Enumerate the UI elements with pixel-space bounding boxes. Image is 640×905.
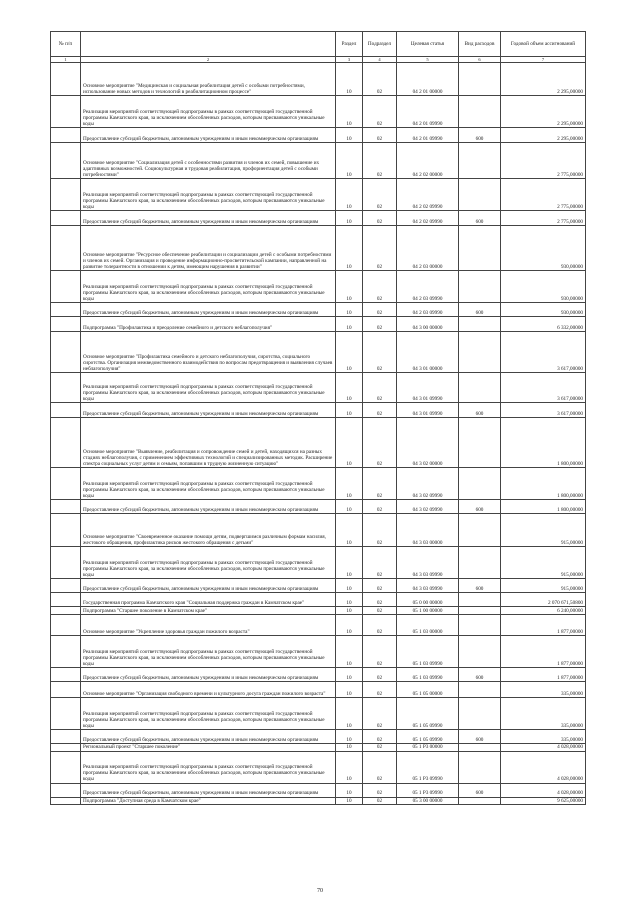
row-target-article: 05 1 05 09990 <box>397 698 459 730</box>
row-section: 10 <box>336 226 363 271</box>
table-row <box>51 143 586 179</box>
row-expense-type <box>459 682 501 698</box>
row-number-cell <box>51 211 81 226</box>
row-section: 10 <box>336 403 363 418</box>
row-amount: 4 028,00000 <box>501 751 586 783</box>
row-subsection: 02 <box>363 744 397 751</box>
row-subsection: 02 <box>363 317 397 332</box>
row-expense-type <box>459 373 501 403</box>
row-name: Основное мероприятие "Выявление, реабилитация и сопровождение семей и детей, находящихся на разных стадиях неблагополучия, с применением эффективных технологий и специализированных методик. Расширение спектра социальных услуг детям и семьям, попавшим в трудную жизненную ситуацию" <box>81 418 336 468</box>
row-target-article: 05 1 03 09990 <box>397 636 459 668</box>
row-subsection: 02 <box>363 514 397 547</box>
row-name: Основное мероприятие "Организация свободного времени и культурного досуга граждан пожилого возраста" <box>81 682 336 698</box>
row-number-cell <box>51 751 81 783</box>
table-row <box>51 744 586 751</box>
row-number-cell <box>51 607 81 615</box>
row-target-article: 04 2 02 09990 <box>397 211 459 226</box>
row-subsection: 02 <box>363 500 397 514</box>
row-amount: 6 332,00000 <box>501 317 586 332</box>
row-amount: 4 028,00000 <box>501 744 586 751</box>
row-section: 10 <box>336 751 363 783</box>
row-expense-type <box>459 271 501 303</box>
row-number-cell <box>51 579 81 593</box>
row-expense-type <box>459 547 501 579</box>
row-amount: 3 617,00000 <box>501 373 586 403</box>
table-row <box>51 514 586 547</box>
row-name: Реализация мероприятий соответствующей подпрограммы в рамках соответствующей государственной программы Камчатского края, за исключением обособленных расходов, которым присваиваются уникальные коды <box>81 468 336 500</box>
row-amount: 2 775,00000 <box>501 179 586 211</box>
row-expense-type: 600 <box>459 783 501 797</box>
row-expense-type: 600 <box>459 500 501 514</box>
budget-table <box>50 31 586 805</box>
header-name <box>81 32 336 57</box>
row-expense-type <box>459 96 501 128</box>
row-number-cell <box>51 698 81 730</box>
row-section: 10 <box>336 317 363 332</box>
row-number-cell <box>51 468 81 500</box>
table-header <box>51 32 586 57</box>
table-row <box>51 682 586 698</box>
row-number-cell <box>51 797 81 804</box>
row-amount: 3 617,00000 <box>501 332 586 373</box>
row-target-article: 05 0 00 00000 <box>397 593 459 607</box>
row-target-article: 04 3 01 09990 <box>397 403 459 418</box>
row-section: 10 <box>336 514 363 547</box>
row-number-cell <box>51 682 81 698</box>
row-section: 10 <box>336 63 363 96</box>
row-subsection: 02 <box>363 668 397 682</box>
table-row <box>51 226 586 271</box>
row-target-article: 05 1 P3 00000 <box>397 744 459 751</box>
row-name: Предоставление субсидий бюджетным, автономным учреждениям и иным некоммерческим организациям <box>81 783 336 797</box>
row-subsection: 02 <box>363 593 397 607</box>
row-target-article: 04 3 01 00000 <box>397 332 459 373</box>
row-expense-type <box>459 607 501 615</box>
row-expense-type: 600 <box>459 579 501 593</box>
row-subsection: 02 <box>363 607 397 615</box>
row-number-cell <box>51 730 81 744</box>
row-section: 10 <box>336 730 363 744</box>
row-subsection: 02 <box>363 96 397 128</box>
row-section: 10 <box>336 636 363 668</box>
row-target-article: 04 2 02 09990 <box>397 179 459 211</box>
row-subsection: 02 <box>363 373 397 403</box>
row-number-cell <box>51 63 81 96</box>
row-expense-type: 600 <box>459 668 501 682</box>
row-expense-type <box>459 317 501 332</box>
row-target-article: 04 3 00 00000 <box>397 317 459 332</box>
row-subsection: 02 <box>363 636 397 668</box>
row-name: Основное мероприятие "Медицинская и социальная реабилитация детей с особыми потребностями, использование новых методов и технологий в реабилитационном процессе" <box>81 63 336 96</box>
row-target-article: 04 3 02 09990 <box>397 468 459 500</box>
row-name: Реализация мероприятий соответствующей подпрограммы в рамках соответствующей государственной программы Камчатского края, за исключением обособленных расходов, которым присваиваются уникальные коды <box>81 751 336 783</box>
row-section: 10 <box>336 211 363 226</box>
row-amount: 915,00000 <box>501 514 586 547</box>
row-section: 10 <box>336 615 363 636</box>
header-number: № п/п <box>51 32 81 57</box>
row-number-cell <box>51 783 81 797</box>
row-amount: 930,00000 <box>501 226 586 271</box>
row-name: Основное мероприятие "Социализация детей с особенностями развития и членов их семей, повышение их адаптивных возможностей. Социокультурная и трудовая реабилитация, профориентация детей с особыми потребностями" <box>81 143 336 179</box>
row-name: Реализация мероприятий соответствующей подпрограммы в рамках соответствующей государственной программы Камчатского края, за исключением обособленных расходов, которым присваиваются уникальные коды <box>81 698 336 730</box>
row-subsection: 02 <box>363 615 397 636</box>
row-section: 10 <box>336 128 363 143</box>
row-subsection: 02 <box>363 797 397 804</box>
row-subsection: 02 <box>363 468 397 500</box>
row-name: Предоставление субсидий бюджетным, автономным учреждениям и иным некоммерческим организациям <box>81 579 336 593</box>
row-section: 10 <box>336 143 363 179</box>
row-expense-type <box>459 744 501 751</box>
row-name: Реализация мероприятий соответствующей подпрограммы в рамках соответствующей государственной программы Камчатского края, за исключением обособленных расходов, которым присваиваются уникальные коды <box>81 373 336 403</box>
row-amount: 1 800,00000 <box>501 468 586 500</box>
row-subsection: 02 <box>363 682 397 698</box>
column-number: 3 <box>336 57 363 63</box>
row-target-article: 04 3 03 09990 <box>397 547 459 579</box>
row-subsection: 02 <box>363 271 397 303</box>
row-subsection: 02 <box>363 211 397 226</box>
row-amount: 4 028,00000 <box>501 783 586 797</box>
row-subsection: 02 <box>363 730 397 744</box>
row-name: Предоставление субсидий бюджетным, автономным учреждениям и иным некоммерческим организациям <box>81 500 336 514</box>
row-number-cell <box>51 744 81 751</box>
row-expense-type: 600 <box>459 211 501 226</box>
row-subsection: 02 <box>363 547 397 579</box>
row-amount: 6 240,00000 <box>501 607 586 615</box>
row-section: 10 <box>336 332 363 373</box>
row-number-cell <box>51 514 81 547</box>
row-subsection: 02 <box>363 783 397 797</box>
row-name: Подпрограмма "Старшее поколение в Камчатском крае" <box>81 607 336 615</box>
row-name: Подпрограмма "Доступная среда в Камчатском крае" <box>81 797 336 804</box>
row-section: 10 <box>336 179 363 211</box>
row-subsection: 02 <box>363 226 397 271</box>
row-amount: 9 625,00000 <box>501 797 586 804</box>
row-target-article: 04 3 02 00000 <box>397 418 459 468</box>
row-target-article: 04 2 03 09990 <box>397 303 459 317</box>
table-row <box>51 96 586 128</box>
row-amount: 1 877,00000 <box>501 668 586 682</box>
row-expense-type <box>459 514 501 547</box>
row-target-article: 05 1 05 09990 <box>397 730 459 744</box>
row-number-cell <box>51 593 81 607</box>
row-number-cell <box>51 547 81 579</box>
row-name: Реализация мероприятий соответствующей подпрограммы в рамках соответствующей государственной программы Камчатского края, за исключением обособленных расходов, которым присваиваются уникальные коды <box>81 96 336 128</box>
row-expense-type <box>459 179 501 211</box>
row-expense-type <box>459 593 501 607</box>
table-row <box>51 797 586 804</box>
row-target-article: 05 1 05 00000 <box>397 682 459 698</box>
row-expense-type: 600 <box>459 303 501 317</box>
row-target-article: 04 2 03 00000 <box>397 226 459 271</box>
row-expense-type <box>459 418 501 468</box>
table-row <box>51 332 586 373</box>
row-target-article: 04 2 01 00000 <box>397 63 459 96</box>
table-row <box>51 751 586 783</box>
row-subsection: 02 <box>363 418 397 468</box>
row-subsection: 02 <box>363 579 397 593</box>
row-target-article: 04 2 02 00000 <box>397 143 459 179</box>
column-number: 6 <box>459 57 501 63</box>
row-section: 10 <box>336 744 363 751</box>
row-target-article: 05 1 03 09990 <box>397 668 459 682</box>
row-name: Предоставление субсидий бюджетным, автономным учреждениям и иным некоммерческим организациям <box>81 668 336 682</box>
table-row <box>51 593 586 607</box>
row-number-cell <box>51 128 81 143</box>
row-number-cell <box>51 271 81 303</box>
row-target-article: 05 1 00 00000 <box>397 607 459 615</box>
row-number-cell <box>51 96 81 128</box>
row-expense-type <box>459 143 501 179</box>
row-section: 10 <box>336 303 363 317</box>
row-section: 10 <box>336 418 363 468</box>
row-number-cell <box>51 317 81 332</box>
table-row <box>51 403 586 418</box>
table-row <box>51 128 586 143</box>
row-number-cell <box>51 615 81 636</box>
row-target-article: 04 3 01 09990 <box>397 373 459 403</box>
row-section: 10 <box>336 547 363 579</box>
row-name: Основное мероприятие "Ресурсное обеспечение реабилитации и социализации детей с особыми потребностями и членов их семей. Организация и проведение информационно-просветительской кампании, направленной на развитие толерантности в отношении к детям, имеющим нарушения в развитии" <box>81 226 336 271</box>
row-target-article: 04 2 01 09990 <box>397 96 459 128</box>
row-amount: 1 877,00000 <box>501 615 586 636</box>
row-expense-type: 600 <box>459 128 501 143</box>
row-name: Предоставление субсидий бюджетным, автономным учреждениям и иным некоммерческим организациям <box>81 303 336 317</box>
table-row <box>51 698 586 730</box>
row-expense-type: 600 <box>459 403 501 418</box>
row-name: Реализация мероприятий соответствующей подпрограммы в рамках соответствующей государственной программы Камчатского края, за исключением обособленных расходов, которым присваиваются уникальные коды <box>81 271 336 303</box>
table-row <box>51 730 586 744</box>
row-amount: 335,00000 <box>501 730 586 744</box>
table-row <box>51 271 586 303</box>
row-subsection: 02 <box>363 63 397 96</box>
row-amount: 2 070 671,50800 <box>501 593 586 607</box>
row-amount: 2 295,00000 <box>501 63 586 96</box>
table-row <box>51 500 586 514</box>
row-expense-type <box>459 797 501 804</box>
row-amount: 2 775,00000 <box>501 211 586 226</box>
table-row <box>51 607 586 615</box>
row-amount: 335,00000 <box>501 698 586 730</box>
row-subsection: 02 <box>363 751 397 783</box>
row-amount: 3 617,00000 <box>501 403 586 418</box>
header-annual-amount: Годовой объем ассигнований <box>501 32 586 57</box>
row-number-cell <box>51 636 81 668</box>
row-amount: 1 800,00000 <box>501 500 586 514</box>
row-subsection: 02 <box>363 128 397 143</box>
row-section: 10 <box>336 607 363 615</box>
row-name: Предоставление субсидий бюджетным, автономным учреждениям и иным некоммерческим организациям <box>81 730 336 744</box>
row-subsection: 02 <box>363 332 397 373</box>
row-target-article: 05 1 P3 09990 <box>397 783 459 797</box>
row-name: Государственная программа Камчатского края "Социальная поддержка граждан в Камчатском крае" <box>81 593 336 607</box>
row-section: 10 <box>336 373 363 403</box>
table-row <box>51 615 586 636</box>
table-row <box>51 418 586 468</box>
row-section: 10 <box>336 668 363 682</box>
row-name: Реализация мероприятий соответствующей подпрограммы в рамках соответствующей государственной программы Камчатского края, за исключением обособленных расходов, которым присваиваются уникальные коды <box>81 179 336 211</box>
table-row <box>51 373 586 403</box>
row-name: Региональный проект "Старшее поколение" <box>81 744 336 751</box>
table-row <box>51 468 586 500</box>
table-row <box>51 636 586 668</box>
row-amount: 2 775,00000 <box>501 143 586 179</box>
row-name: Основное мероприятие "Своевременное оказание помощи детям, подвергшимся различным формам насилия, жестокого обращения, профилактика рисков жестокого обращения с детьми" <box>81 514 336 547</box>
row-section: 10 <box>336 797 363 804</box>
row-section: 10 <box>336 468 363 500</box>
row-target-article: 04 3 02 09990 <box>397 500 459 514</box>
table-body <box>51 63 586 804</box>
row-amount: 2 295,00000 <box>501 96 586 128</box>
table-row <box>51 579 586 593</box>
row-section: 10 <box>336 96 363 128</box>
header-target-article: Целевая статья <box>397 32 459 57</box>
row-amount: 930,00000 <box>501 303 586 317</box>
table-row <box>51 63 586 96</box>
row-number-cell <box>51 226 81 271</box>
row-number-cell <box>51 668 81 682</box>
row-section: 10 <box>336 783 363 797</box>
row-subsection: 02 <box>363 403 397 418</box>
table-row <box>51 783 586 797</box>
row-amount: 335,00000 <box>501 682 586 698</box>
row-section: 10 <box>336 579 363 593</box>
row-name: Предоставление субсидий бюджетным, автономным учреждениям и иным некоммерческим организациям <box>81 211 336 226</box>
row-target-article: 05 3 00 00000 <box>397 797 459 804</box>
header-section: Раздел <box>336 32 363 57</box>
row-section: 10 <box>336 271 363 303</box>
row-target-article: 04 3 03 00000 <box>397 514 459 547</box>
row-number-cell <box>51 500 81 514</box>
row-expense-type <box>459 698 501 730</box>
row-amount: 1 877,00000 <box>501 636 586 668</box>
row-name: Реализация мероприятий соответствующей подпрограммы в рамках соответствующей государственной программы Камчатского края, за исключением обособленных расходов, которым присваиваются уникальные коды <box>81 547 336 579</box>
table-row <box>51 547 586 579</box>
row-subsection: 02 <box>363 303 397 317</box>
row-amount: 930,00000 <box>501 271 586 303</box>
column-number: 7 <box>501 57 586 63</box>
row-target-article: 05 1 P3 09990 <box>397 751 459 783</box>
row-section: 10 <box>336 698 363 730</box>
row-subsection: 02 <box>363 179 397 211</box>
page-number: 70 <box>317 888 323 894</box>
row-number-cell <box>51 403 81 418</box>
row-name: Предоставление субсидий бюджетным, автономным учреждениям и иным некоммерческим организациям <box>81 128 336 143</box>
row-number-cell <box>51 418 81 468</box>
table-row <box>51 317 586 332</box>
row-subsection: 02 <box>363 698 397 730</box>
row-section: 10 <box>336 593 363 607</box>
row-expense-type <box>459 636 501 668</box>
row-amount: 915,00000 <box>501 579 586 593</box>
table-row <box>51 668 586 682</box>
row-target-article: 04 2 01 09990 <box>397 128 459 143</box>
row-amount: 1 800,00000 <box>501 418 586 468</box>
row-amount: 915,00000 <box>501 547 586 579</box>
column-number: 2 <box>81 57 336 63</box>
row-amount: 2 295,00000 <box>501 128 586 143</box>
row-name: Подпрограмма "Профилактика и преодоление семейного и детского неблагополучия" <box>81 317 336 332</box>
row-number-cell <box>51 303 81 317</box>
row-name: Предоставление субсидий бюджетным, автономным учреждениям и иным некоммерческим организациям <box>81 403 336 418</box>
row-expense-type <box>459 615 501 636</box>
row-number-cell <box>51 179 81 211</box>
row-subsection: 02 <box>363 143 397 179</box>
row-expense-type <box>459 468 501 500</box>
table-row <box>51 303 586 317</box>
row-number-cell <box>51 143 81 179</box>
row-expense-type <box>459 751 501 783</box>
row-number-cell <box>51 332 81 373</box>
table-row <box>51 211 586 226</box>
row-section: 10 <box>336 682 363 698</box>
row-expense-type: 600 <box>459 730 501 744</box>
row-section: 10 <box>336 500 363 514</box>
column-number: 1 <box>51 57 81 63</box>
row-name: Основное мероприятие "Профилактика семейного и детского неблагополучия, сиротства, социального сиротства. Организация межведомственного взаимодействия по вопросам предотвращения и выявления случаев неблагополучия" <box>81 332 336 373</box>
row-expense-type <box>459 332 501 373</box>
column-number: 4 <box>363 57 397 63</box>
header-expense-type: Вид расходов <box>459 32 501 57</box>
row-target-article: 04 3 03 09990 <box>397 579 459 593</box>
row-name: Реализация мероприятий соответствующей подпрограммы в рамках соответствующей государственной программы Камчатского края, за исключением обособленных расходов, которым присваиваются уникальные коды <box>81 636 336 668</box>
column-number: 5 <box>397 57 459 63</box>
header-subsection: Подраздел <box>363 32 397 57</box>
table-row <box>51 179 586 211</box>
row-name: Основное мероприятие "Укрепление здоровья граждан пожилого возраста" <box>81 615 336 636</box>
row-expense-type <box>459 63 501 96</box>
row-target-article: 05 1 03 00000 <box>397 615 459 636</box>
row-expense-type <box>459 226 501 271</box>
row-number-cell <box>51 373 81 403</box>
row-target-article: 04 2 03 09990 <box>397 271 459 303</box>
